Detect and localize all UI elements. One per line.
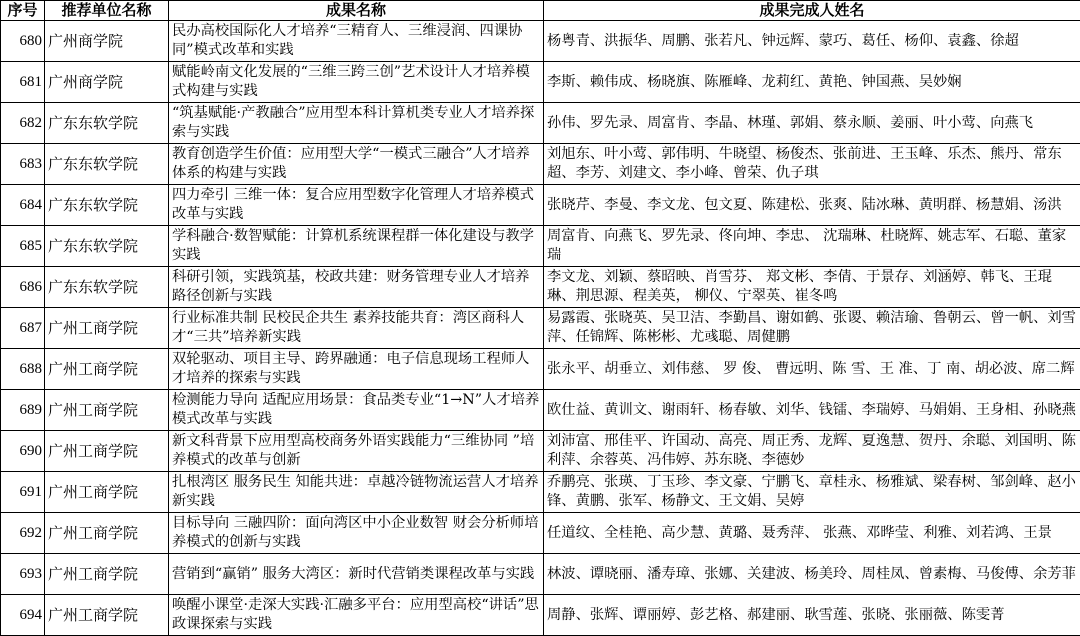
row-number: 682: [1, 103, 45, 144]
row-number: 688: [1, 349, 45, 390]
contributor-names: 孙伟、罗先录、周富肯、李晶、林瑾、郭娟、蔡永顺、姜丽、叶小莺、向燕飞: [544, 103, 1080, 144]
achievement-title: 扎根湾区 服务民生 知能共进：卓越冷链物流运营人才培养新实践: [169, 472, 544, 513]
header-title: 成果名称: [169, 1, 544, 21]
table-row: [1, 103, 1080, 144]
contributor-names: 张永平、胡垂立、刘伟慈、 罗 俊、 曹远明、陈 雪、王 准、丁 南、胡必波、席二辉: [544, 349, 1080, 390]
recommending-unit: 广东东软学院: [45, 144, 169, 185]
row-number: 683: [1, 144, 45, 185]
table-row: [1, 185, 1080, 226]
contributor-names: 乔鹏亮、张瑛、丁玉珍、李文豪、宁鹏飞、章桂永、杨雅斌、梁春树、邹剑峰、赵小锋、黄鹏、张军、杨静文、王文娟、吴婷: [544, 472, 1080, 513]
contributor-names: 欧仕益、黄训文、谢雨轩、杨春敏、刘华、钱镭、李瑞婷、马娟娟、王身相、孙晓燕: [544, 390, 1080, 431]
contributor-names: 杨粤青、洪振华、周鹏、张若凡、钟远辉、蒙巧、葛任、杨仰、袁鑫、徐超: [544, 21, 1080, 62]
table-body: [1, 21, 1080, 636]
recommending-unit: 广州工商学院: [45, 308, 169, 349]
contributor-names: 刘旭东、叶小莺、郭伟明、牛晓望、杨俊杰、张前进、王玉峰、乐杰、熊丹、常东超、李芳、刘建文、李小峰、曾荣、仇子琪: [544, 144, 1080, 185]
recommending-unit: 广州工商学院: [45, 390, 169, 431]
achievement-title: 检测能力导向 适配应用场景：食品类专业“1→N”人才培养模式改革与实践: [169, 390, 544, 431]
row-number: 681: [1, 62, 45, 103]
achievement-title: 科研引领，实践筑基，校政共建：财务管理专业人才培养路径创新与实践: [169, 267, 544, 308]
recommending-unit: 广州工商学院: [45, 472, 169, 513]
table-row: [1, 21, 1080, 62]
recommending-unit: 广州商学院: [45, 21, 169, 62]
table-row: [1, 595, 1080, 636]
row-number: 687: [1, 308, 45, 349]
table-row: [1, 431, 1080, 472]
recommending-unit: 广州工商学院: [45, 349, 169, 390]
table-row: [1, 226, 1080, 267]
contributor-names: 林波、谭晓丽、潘寿璋、张娜、关建波、杨美玲、周桂凤、曾素梅、马俊傅、余芳菲: [544, 554, 1080, 595]
contributor-names: 任道纹、全桂艳、高少慧、黄璐、聂秀萍、 张燕、邓晔莹、利雅、刘若鸿、王景: [544, 513, 1080, 554]
achievement-title: 行业标准共制 民校民企共生 素养技能共育：湾区商科人才“三共”培养新实践: [169, 308, 544, 349]
achievement-title: 双轮驱动、项目主导、跨界融通：电子信息现场工程师人才培养的探索与实践: [169, 349, 544, 390]
achievement-title: 教育创造学生价值：应用型大学“一模式三融合”人才培养体系的构建与实践: [169, 144, 544, 185]
achievement-title: 四力牵引 三维一体：复合应用型数字化管理人才培养模式改革与实践: [169, 185, 544, 226]
achievement-title: “筑基赋能·产教融合”应用型本科计算机类专业人才培养探索与实践: [169, 103, 544, 144]
table-row: [1, 62, 1080, 103]
header-unit: 推荐单位名称: [45, 1, 169, 21]
table-row: [1, 349, 1080, 390]
recommending-unit: 广东东软学院: [45, 267, 169, 308]
recommending-unit: 广东东软学院: [45, 185, 169, 226]
contributor-names: 张晓芹、李曼、李文龙、包文夏、陈建松、张爽、陆冰琳、黄明群、杨慧娟、汤洪: [544, 185, 1080, 226]
row-number: 691: [1, 472, 45, 513]
header-names: 成果完成人姓名: [544, 1, 1080, 21]
contributor-names: 易露霞、张晓英、吴卫洁、李勤昌、谢如鹤、张谡、赖洁瑜、鲁朝云、曾一帆、刘雪萍、任锦辉、陈彬彬、尤彧聪、周健鹏: [544, 308, 1080, 349]
row-number: 684: [1, 185, 45, 226]
table-row: [1, 554, 1080, 595]
recommending-unit: 广州工商学院: [45, 554, 169, 595]
contributor-names: 周富肯、向燕飞、罗先录、佟向坤、李忠、 沈瑞琳、杜晓辉、姚志军、石聪、董家瑞: [544, 226, 1080, 267]
recommending-unit: 广州工商学院: [45, 595, 169, 636]
achievement-title: 营销到“赢销” 服务大湾区：新时代营销类课程改革与实践: [169, 554, 544, 595]
row-number: 690: [1, 431, 45, 472]
header-no: 序号: [1, 1, 45, 21]
table-row: [1, 513, 1080, 554]
recommending-unit: 广州工商学院: [45, 431, 169, 472]
achievement-title: 赋能岭南文化发展的“三维三跨三创”艺术设计人才培养模式构建与实践: [169, 62, 544, 103]
contributor-names: 李文龙、刘颖、蔡昭映、肖雪芬、 郑文彬、李倩、于景存、刘涵婷、韩飞、王琨琳、荆思源、程美英， 柳仪、宁翠英、崔冬鸣: [544, 267, 1080, 308]
row-number: 685: [1, 226, 45, 267]
table-row: [1, 267, 1080, 308]
recommending-unit: 广州商学院: [45, 62, 169, 103]
contributor-names: 刘沛富、邢佳平、许国动、高亮、周正秀、龙辉、夏逸慧、贺丹、余聪、刘国明、陈利萍、余蓉英、冯伟婷、苏东晓、李德妙: [544, 431, 1080, 472]
row-number: 680: [1, 21, 45, 62]
row-number: 689: [1, 390, 45, 431]
achievement-title: 学科融合·数智赋能：计算机系统课程群一体化建设与教学实践: [169, 226, 544, 267]
recommending-unit: 广东东软学院: [45, 226, 169, 267]
achievement-title: 目标导向 三融四阶：面向湾区中小企业数智 财会分析师培养模式的创新与实践: [169, 513, 544, 554]
row-number: 693: [1, 554, 45, 595]
contributor-names: 周静、张辉、谭丽婷、彭艺格、郝建丽、耿雪莲、张晓、张丽薇、陈雯菁: [544, 595, 1080, 636]
achievement-title: 新文科背景下应用型高校商务外语实践能力“三维协同 ”培养模式的改革与创新: [169, 431, 544, 472]
recommending-unit: 广州工商学院: [45, 513, 169, 554]
table-row: [1, 390, 1080, 431]
contributor-names: 李斯、赖伟成、杨晓旗、陈雁峰、龙莉红、黄艳、钟国燕、吴妙娴: [544, 62, 1080, 103]
achievement-title: 民办高校国际化人才培养“三精育人、三维浸润、四课协同”模式改革和实践: [169, 21, 544, 62]
table-header-row: [1, 1, 1080, 21]
recommending-unit: 广东东软学院: [45, 103, 169, 144]
row-number: 694: [1, 595, 45, 636]
row-number: 686: [1, 267, 45, 308]
row-number: 692: [1, 513, 45, 554]
table-row: [1, 144, 1080, 185]
achievement-title: 唤醒小课堂·走深大实践·汇融多平台：应用型高校“讲话”思政课探索与实践: [169, 595, 544, 636]
table-row: [1, 472, 1080, 513]
table-row: [1, 308, 1080, 349]
